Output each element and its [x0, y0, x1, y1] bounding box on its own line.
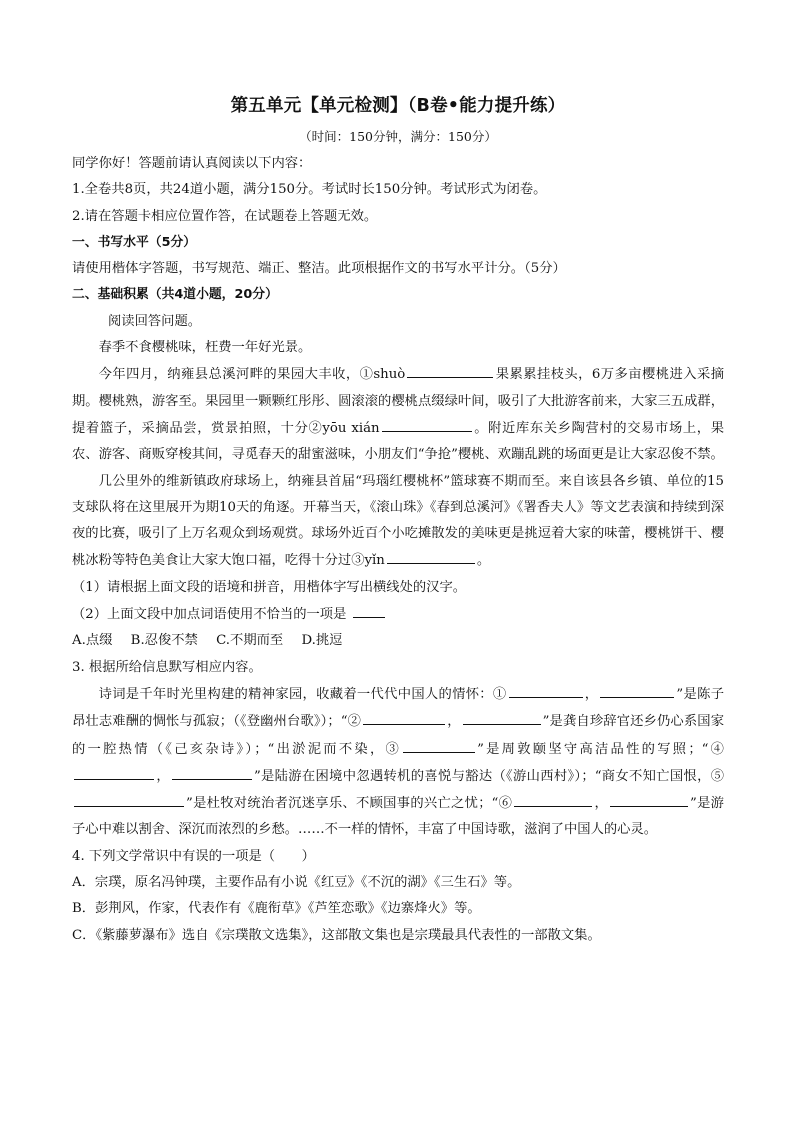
question-1: （1）请根据上面文段的语境和拼音，用楷体字写出横线处的汉字。 [72, 579, 467, 595]
passage-1-part-c: 。附近库东关乡陶营村的交易市场上，果农、游客、商贩穿梭其间，寻觅春天的甜蜜滋味，小朋友们“争抢”樱桃、欢蹦乱跳的场面更是让大家忍俊不禁。 [72, 420, 724, 463]
answer-blank-2[interactable] [382, 415, 472, 432]
answer-blank-3[interactable] [387, 547, 475, 564]
question-4-option-a[interactable]: A．宗璞，原名冯钟璞，主要作品有小说《红豆》《不沉的湖》《三生石》等。 [72, 875, 521, 891]
q3-text-7: ， [156, 768, 170, 784]
q3-text-8: ”是陆游在困境中忽遇转机的喜悦与豁达（《游山西村》）；“商女不知亡国恨，⑤ [253, 768, 724, 784]
recite-blank-3[interactable] [403, 736, 475, 753]
intro-greeting: 同学你好！答题前请认真阅读以下内容： [72, 156, 312, 171]
q3-text-4: ， [447, 714, 461, 730]
recite-blank-2a[interactable] [363, 708, 445, 725]
recite-blank-2b[interactable] [463, 708, 541, 725]
recite-blank-1a[interactable] [509, 681, 583, 698]
option-d[interactable]: D.挑逗 [301, 633, 343, 649]
option-c[interactable]: C.不期而至 [216, 633, 284, 649]
intro-rule-2: 2.请在答题卡相应位置作答，在试题卷上答题无效。 [72, 208, 378, 224]
section-1-heading: 一、书写水平（5分） [72, 234, 197, 250]
q3-text-10: ， [594, 796, 609, 812]
recite-blank-4b[interactable] [172, 763, 252, 780]
q3-text-6: ”是周敦颐坚守高洁品性的写照；“④ [477, 741, 724, 757]
question-2-answer-blank[interactable] [353, 601, 385, 618]
passage-2-part-b: 。 [476, 553, 491, 569]
passage-1-part-b: 果累累挂枝头，6万多亩樱桃进入采摘期。樱桃熟，游客至。果园里一颗颗红彤彤、圆滚滚的樱桃点缀绿叶间，吸引了大批游客前来，大家三五成群，提着篮子，采摘品尝，赏景拍照，十分②yōu xián [72, 367, 724, 436]
recite-blank-5[interactable] [74, 790, 184, 807]
passage-paragraph-2 [72, 469, 724, 575]
q3-text-11: ”是游子心中难以割舍、深沉而浓烈的乡愁。……不一样的情怀，丰富了中国诗歌，滋润了中国人的心灵。 [72, 796, 724, 838]
question-4-option-b[interactable]: B．彭荆风，作家，代表作有《鹿衔草》《芦笙恋歌》《边寨烽火》等。 [72, 901, 481, 917]
question-4-option-c[interactable]: C．《紫藤萝瀑布》选自《宗璞散文选集》，这部散文集也是宗璞最具代表性的一部散文集。 [72, 927, 601, 943]
q3-text-2: ， [584, 686, 599, 702]
option-a[interactable]: A.点缀 [72, 633, 113, 649]
option-b[interactable]: B.忍俊不禁 [130, 633, 198, 649]
recite-blank-6a[interactable] [514, 790, 592, 807]
q3-text-5: ”是龚自珍辞官还乡仍心系国家的一腔热情（《己亥杂诗》）；“出淤泥而不染，③ [72, 714, 724, 757]
answer-blank-1[interactable] [407, 361, 493, 378]
passage-paragraph-1 [72, 361, 724, 468]
question-3-body [72, 681, 724, 844]
recite-blank-6b[interactable] [610, 790, 688, 807]
passage-title-line: 春季不食樱桃味，枉费一年好光景。 [98, 340, 312, 356]
passage-1-part-a: 今年四月，纳雍县总溪河畔的果园大丰收，①shuò [98, 367, 406, 383]
question-2-options [72, 628, 724, 654]
recite-blank-1b[interactable] [600, 681, 674, 698]
recite-blank-4a[interactable] [74, 763, 154, 780]
passage-2-part-a: 几公里外的维新镇政府球场上，纳雍县首届“玛瑙红樱桃杯”篮球赛不期而至。来自该县各乡镇、单位的15支球队将在这里展开为期10天的角逐。开幕当天，《滚山珠》《春到总溪河》《署香夫人》等文艺表演和持续到深夜的比赛，吸引了上万名观众到场观赏。球场外近百个小吃摊散发的美味更是挑逗着大家的味蕾，樱桃饼干、樱桃冰粉等特色美食让大家大饱口福，吃得十分过③yǐn [72, 473, 724, 569]
question-3-heading: 3. 根据所给信息默写相应内容。 [72, 659, 262, 675]
question-4-heading: 4. 下列文学常识中有误的一项是（ ） [72, 848, 315, 864]
q3-text-9: ”是杜牧对统治者沉迷享乐、不顾国事的兴亡之忧；“⑥ [186, 796, 513, 812]
question-2-text: （2）上面文段中加点词语使用不恰当的一项是 [72, 607, 347, 623]
q3-text-3: ”是陈子昂壮志难酬的惆怅与孤寂；（《登幽州台歌》）；“② [72, 686, 724, 730]
intro-rule-1: 1.全卷共8页，共24道小题，满分150分。考试时长150分钟。考试形式为闭卷。 [72, 182, 547, 198]
section-2-heading: 二、基础积累（共4道小题，20分） [72, 287, 278, 303]
question-2 [72, 601, 724, 628]
section-1-text: 请使用楷体字答题，书写规范、端正、整洁。此项根据作文的书写水平计分。（5分） [72, 261, 566, 277]
exam-time-info: （时间：150分钟，满分：150分） [299, 129, 497, 144]
read-prompt: 阅读回答问题。 [108, 313, 202, 329]
q3-text-1: 诗词是千年时光里构建的精神家园，收藏着一代代中国人的情怀：① [98, 686, 507, 702]
document-content [72, 92, 724, 949]
page-title: 第五单元【单元检测】（B卷•能力提升练） [230, 96, 566, 116]
